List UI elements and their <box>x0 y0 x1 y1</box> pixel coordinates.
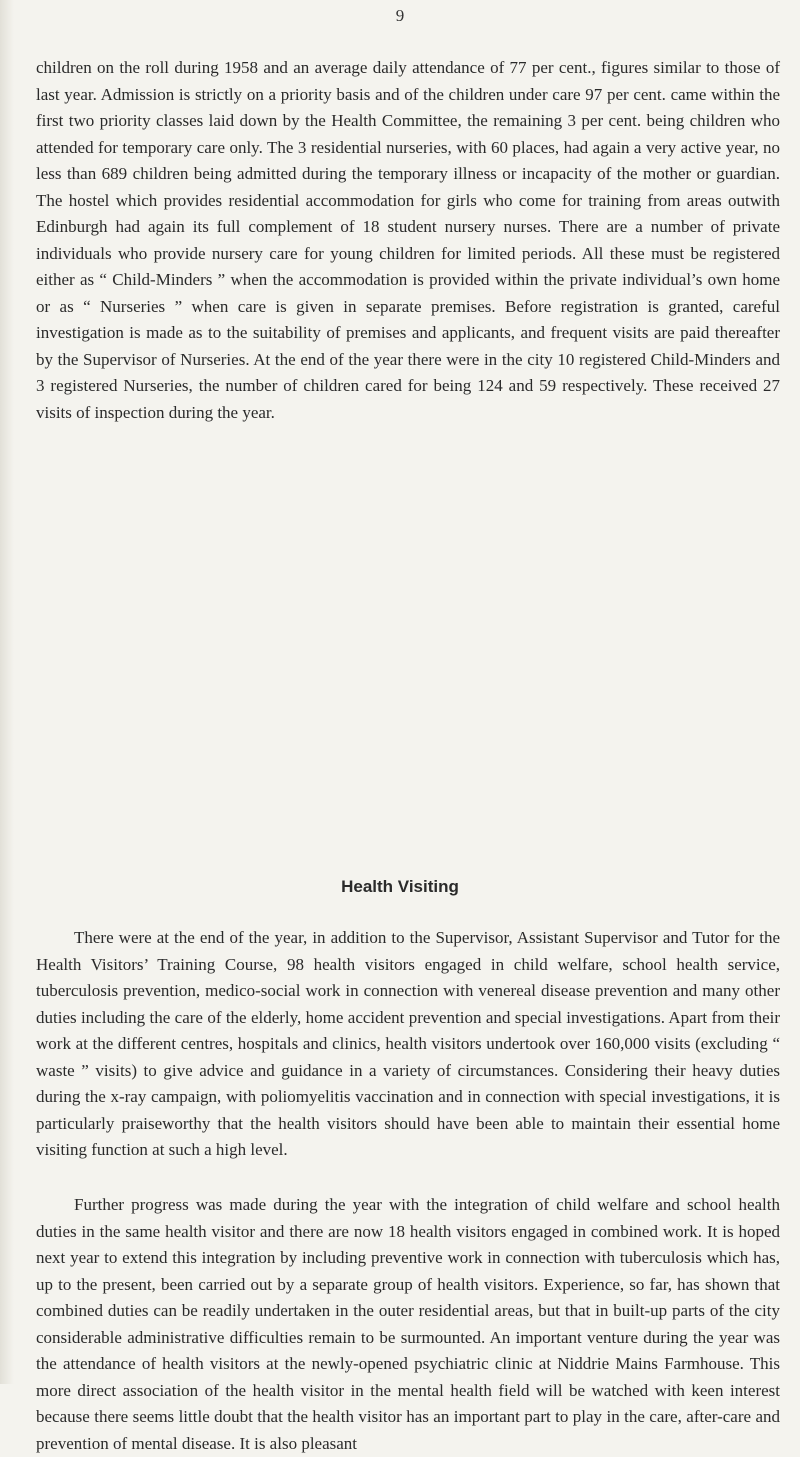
paragraph-health-visitors-staff: There were at the end of the year, in addition to the Supervisor, Assistant Supervisor and Tutor for the Health Visitors’ Training Course, 98 health visitors engaged in child welfare, school health service, tuberculosis prevention, medico-social work in connection with venereal disease prevention and many other duties including the care of the elderly, home accident prevention and special investigations. Apart from their work at the different centres, hospitals and clinics, health visitors undertook over 160,000 visits (excluding “ waste ” visits) to give advice and guidance in a variety of circumstances. Considering their heavy duties during the x-ray campaign, with poliomyelitis vaccination and in connection with special investigations, it is particularly praiseworthy that the health visitors should have been able to maintain their essential home visiting function at such a high level. <box>36 928 780 1159</box>
paragraph-integration-progress: Further progress was made during the year with the integration of child welfare and school health duties in the same health visitor and there are now 18 health visitors engaged in combined work. It is hoped next year to extend this integration by including preventive work in connection with tuberculosis which has, up to the present, been carried out by a separate group of health visitors. Experience, so far, has shown that combined duties can be readily undertaken in the outer residential areas, but that in built-up parts of the city considerable administrative difficulties remain to be surmounted. An important venture during the year was the attendance of health visitors at the newly-opened psychiatric clinic at Niddrie Mains Farmhouse. This more direct association of the health visitor in the mental health field will be watched with keen interest because there seems little doubt that the health visitor has an important part to play in the care, after-care and prevention of mental disease. It is also pleasant <box>36 1195 780 1453</box>
section-heading-health-visiting: Health Visiting <box>341 877 459 896</box>
paragraph-nurseries: children on the roll during 1958 and an average daily attendance of 77 per cent., figures similar to those of last year. Admission is strictly on a priority basis and of the children under care 97 per cent. came within the first two priority classes laid down by the Health Committee, the remaining 3 per cent. being children who attended for temporary care only. The 3 residential nurseries, with 60 places, had again a very active year, no less than 689 children being admitted during the temporary illness or incapacity of the mother or guardian. The hostel which provides residential accommodation for girls who come for training from areas outwith Edinburgh had again its full complement of 18 student nursery nurses. There are a number of private individuals who provide nursery care for young children for limited periods. All these must be registered either as “ Child-Minders ” when the accommodation is provided within the private individual’s own home or as “ Nurseries ” when care is given in separate premises. Before registration is granted, careful investigation is made as to the suitability of premises and applicants, and frequent visits are paid thereafter by the Supervisor of Nurseries. At the end of the year there were in the city 10 registered Child-Minders and 3 registered Nurseries, the number of children cared for being 124 and 59 respectively. These received 27 visits of inspection during the year. <box>36 58 780 422</box>
page-edge-shadow <box>0 0 14 1384</box>
page-number: 9 <box>395 6 405 25</box>
